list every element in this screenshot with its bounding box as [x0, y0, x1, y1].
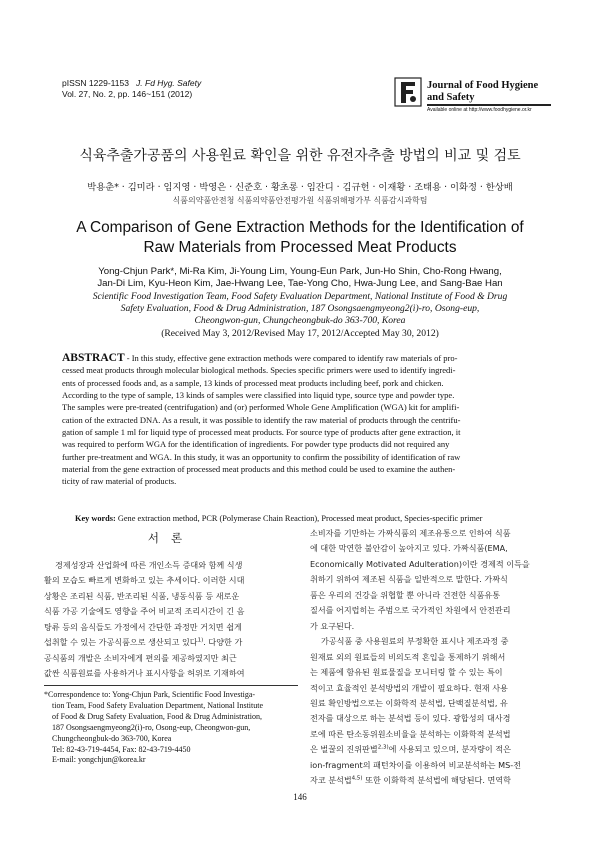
volume-info: Vol. 27, No. 2, pp. 146~151 (2012)	[62, 88, 193, 99]
issn: pISSN 1229-1153	[62, 78, 129, 88]
citation-ref: 1)	[197, 637, 204, 644]
citation-ref: 2,3)	[377, 744, 389, 751]
abstract-label: ABSTRACT	[62, 352, 125, 364]
title-korean: 식육추출가공품의 사용원료 확인을 위한 유전자추출 방법의 비교 및 검토	[79, 148, 521, 164]
affiliation-korean: 식품의약품안전청 식품의약품안전평가원 식품위해평가부 식품감시과학팀	[172, 196, 428, 205]
left-column-text: 경제성장과 산업화에 따른 개인소득 증대와 함께 식생 활의 모습도 빠르게 변화하고 있는 추세이다. 이러한 시대 상황은 조리된 식품, 반조리된 식품, 냉동식품 등 새로운 식품 가공 기술에도 영향을 주어 비교적 조리시간이 긴 음 탕류 등의 음식들도 가정에서 간단한 과정만 거치면 쉽게 섭취할 수 있는 가공식품으로 생산되고 있다$^{1)}$. 다양한 가 공식품의 개발은 소비자에게 편의를 제공하였지만 최근 값싼 식품원료를 사용하거나 표시사항을 허위로 기재하여	[44, 560, 245, 679]
journal-logo-icon	[393, 76, 423, 108]
journal-header-info	[62, 78, 201, 99]
journal-url: Available online at http://www.foodhygiene.or.kr	[427, 107, 532, 113]
journal-abbrev: J. Fd Hyg. Safety	[136, 78, 202, 88]
title-english: A Comparison of Gene Extraction Methods for the Identification of Raw Materials from Processed Meat Products	[76, 219, 524, 256]
authors-english: Yong-Chjun Park*, Mi-Ra Kim, Ji-Young Lim, Young-Eun Park, Jun-Ho Shin, Cho-Rong Hwang, Jan-Di Lim, Kyu-Heon Kim, Jae-Hwang Lee, Tae-Yong Cho, Hwa-Jung Lee, and Sang-Bae Han	[97, 266, 503, 289]
correspondence-footnote: *Correspondence to: Yong-Chjun Park, Scientific Food Investiga- tion Team, Food Safety Evaluation Department, National Institute of Food & Drug Safety Evaluation, Food & Drug Administration, 187 Osongsaengmyeong2(i)-ro, Osong-eup, Cheongwon-gun, Chungcheongbuk-do 363-700, Korea Tel: 82-43-719-4454, Fax: 82-43-719-4450 E-mail: yongchjun@korea.kr	[44, 690, 264, 765]
citation-ref: 4,5)	[351, 775, 363, 782]
section-heading-introduction: 서론	[147, 531, 195, 545]
right-column-text: 소비자를 기만하는 가짜식품의 제조유통으로 인하여 식품 에 대한 막연한 불안감이 높아지고 있다. 가짜식품(EMA, Economically Motivated Adulteration)이란 경제적 이득을 취하기 위하여 제조된 식품을 일반적으로 말한다. 가짜식 품은 우리의 건강을 위협할 뿐 아니라 건전한 식품유통 질서를 어지럽히는 주범으로 국가적인 차원에서 안전관리 가 요구된다. 가공식품 중 사용원료의 부정확한 표시나 제조과정 중 원재료 외의 원료들의 비의도적 혼입을 통제하기 위해서 는 제품에 함유된 원료물질을 모니터링 할 수 있는 특이 적이고 효율적인 분석방법의 개발이 필요하다. 현재 사용 원료 확인방법으로는 이화학적 분석법, 단백질분석법, 유 전자를 대상으로 하는 분석법 등이 있다. 광합성의 대사경 로에 따른 탄소동위원소비율을 분석하는 이화학적 분석법 은 벌꿀의 진위판별$^{2,3)}$에 사용되고 있으며, 분자량이 적은 ion-fragment의 패턴차이를 이용하여 비교분석하는 MS-전 자코 분석법$^{4,5)}$ 또한 이화학적 분석법에 해당된다. 면역학	[310, 528, 530, 786]
footnote-divider	[44, 685, 298, 686]
authors-korean: 박용춘* · 김미라 · 임지영 · 박영은 · 신준호 · 황초롱 · 임잔디 · 김규헌 · 이재황 · 조태용 · 이화정 · 한상배	[87, 182, 513, 193]
abstract: ABSTRACT - In this study, effective gene extraction methods were compared to identify raw materials of pro- cessed meat products through molecular biological methods. Species specific primers were used to identify ingredi- ents of processed foods and, as a sample, 13 kinds of processed meat products including beef, pork and chicken. According to the type of sample, 13 kinds of samples were classified into liquid type, source type and powder type. The samples were pre-treated (centrifugation) and (or) performed Whole Gene Amplification (WGA) kit for amplifi- cation of the extracted DNA. As a result, it was possible to identify the raw material of products through the centrifu- gation of sample 1 ml for liquid type of processed meat products. For source type of products after gene extraction, it was required to perform WGA for the identification of ingredients. For powder type products did not required any further pre-treatment and WGA. In this study, it was an opportunity to confirm the possibility of identification of raw material from the gene extraction of processed meat products and this method could be used to examine the authen- ticity of raw material of products.	[62, 352, 461, 487]
journal-name: Journal of Food Hygiene and Safety	[427, 80, 539, 103]
affiliation-english: Scientific Food Investigation Team, Food Safety Evaluation Department, National Institute of Food & Drug Safety Evaluation, Food & Drug Administration, 187 Osongsaengmyeong2(i)-ro, Osong-eup, Cheongwon-gun, Chungcheongbuk-do 363-700, Korea	[92, 291, 508, 326]
keywords: Key words: Gene extraction method, PCR (Polymerase Chain Reaction), Processed meat product, Species-specific primer	[75, 514, 483, 523]
received-dates: (Received May 3, 2012/Revised May 17, 2012/Accepted May 30, 2012)	[161, 328, 439, 339]
journal-rule	[427, 104, 551, 106]
page-number: 146	[293, 792, 307, 802]
